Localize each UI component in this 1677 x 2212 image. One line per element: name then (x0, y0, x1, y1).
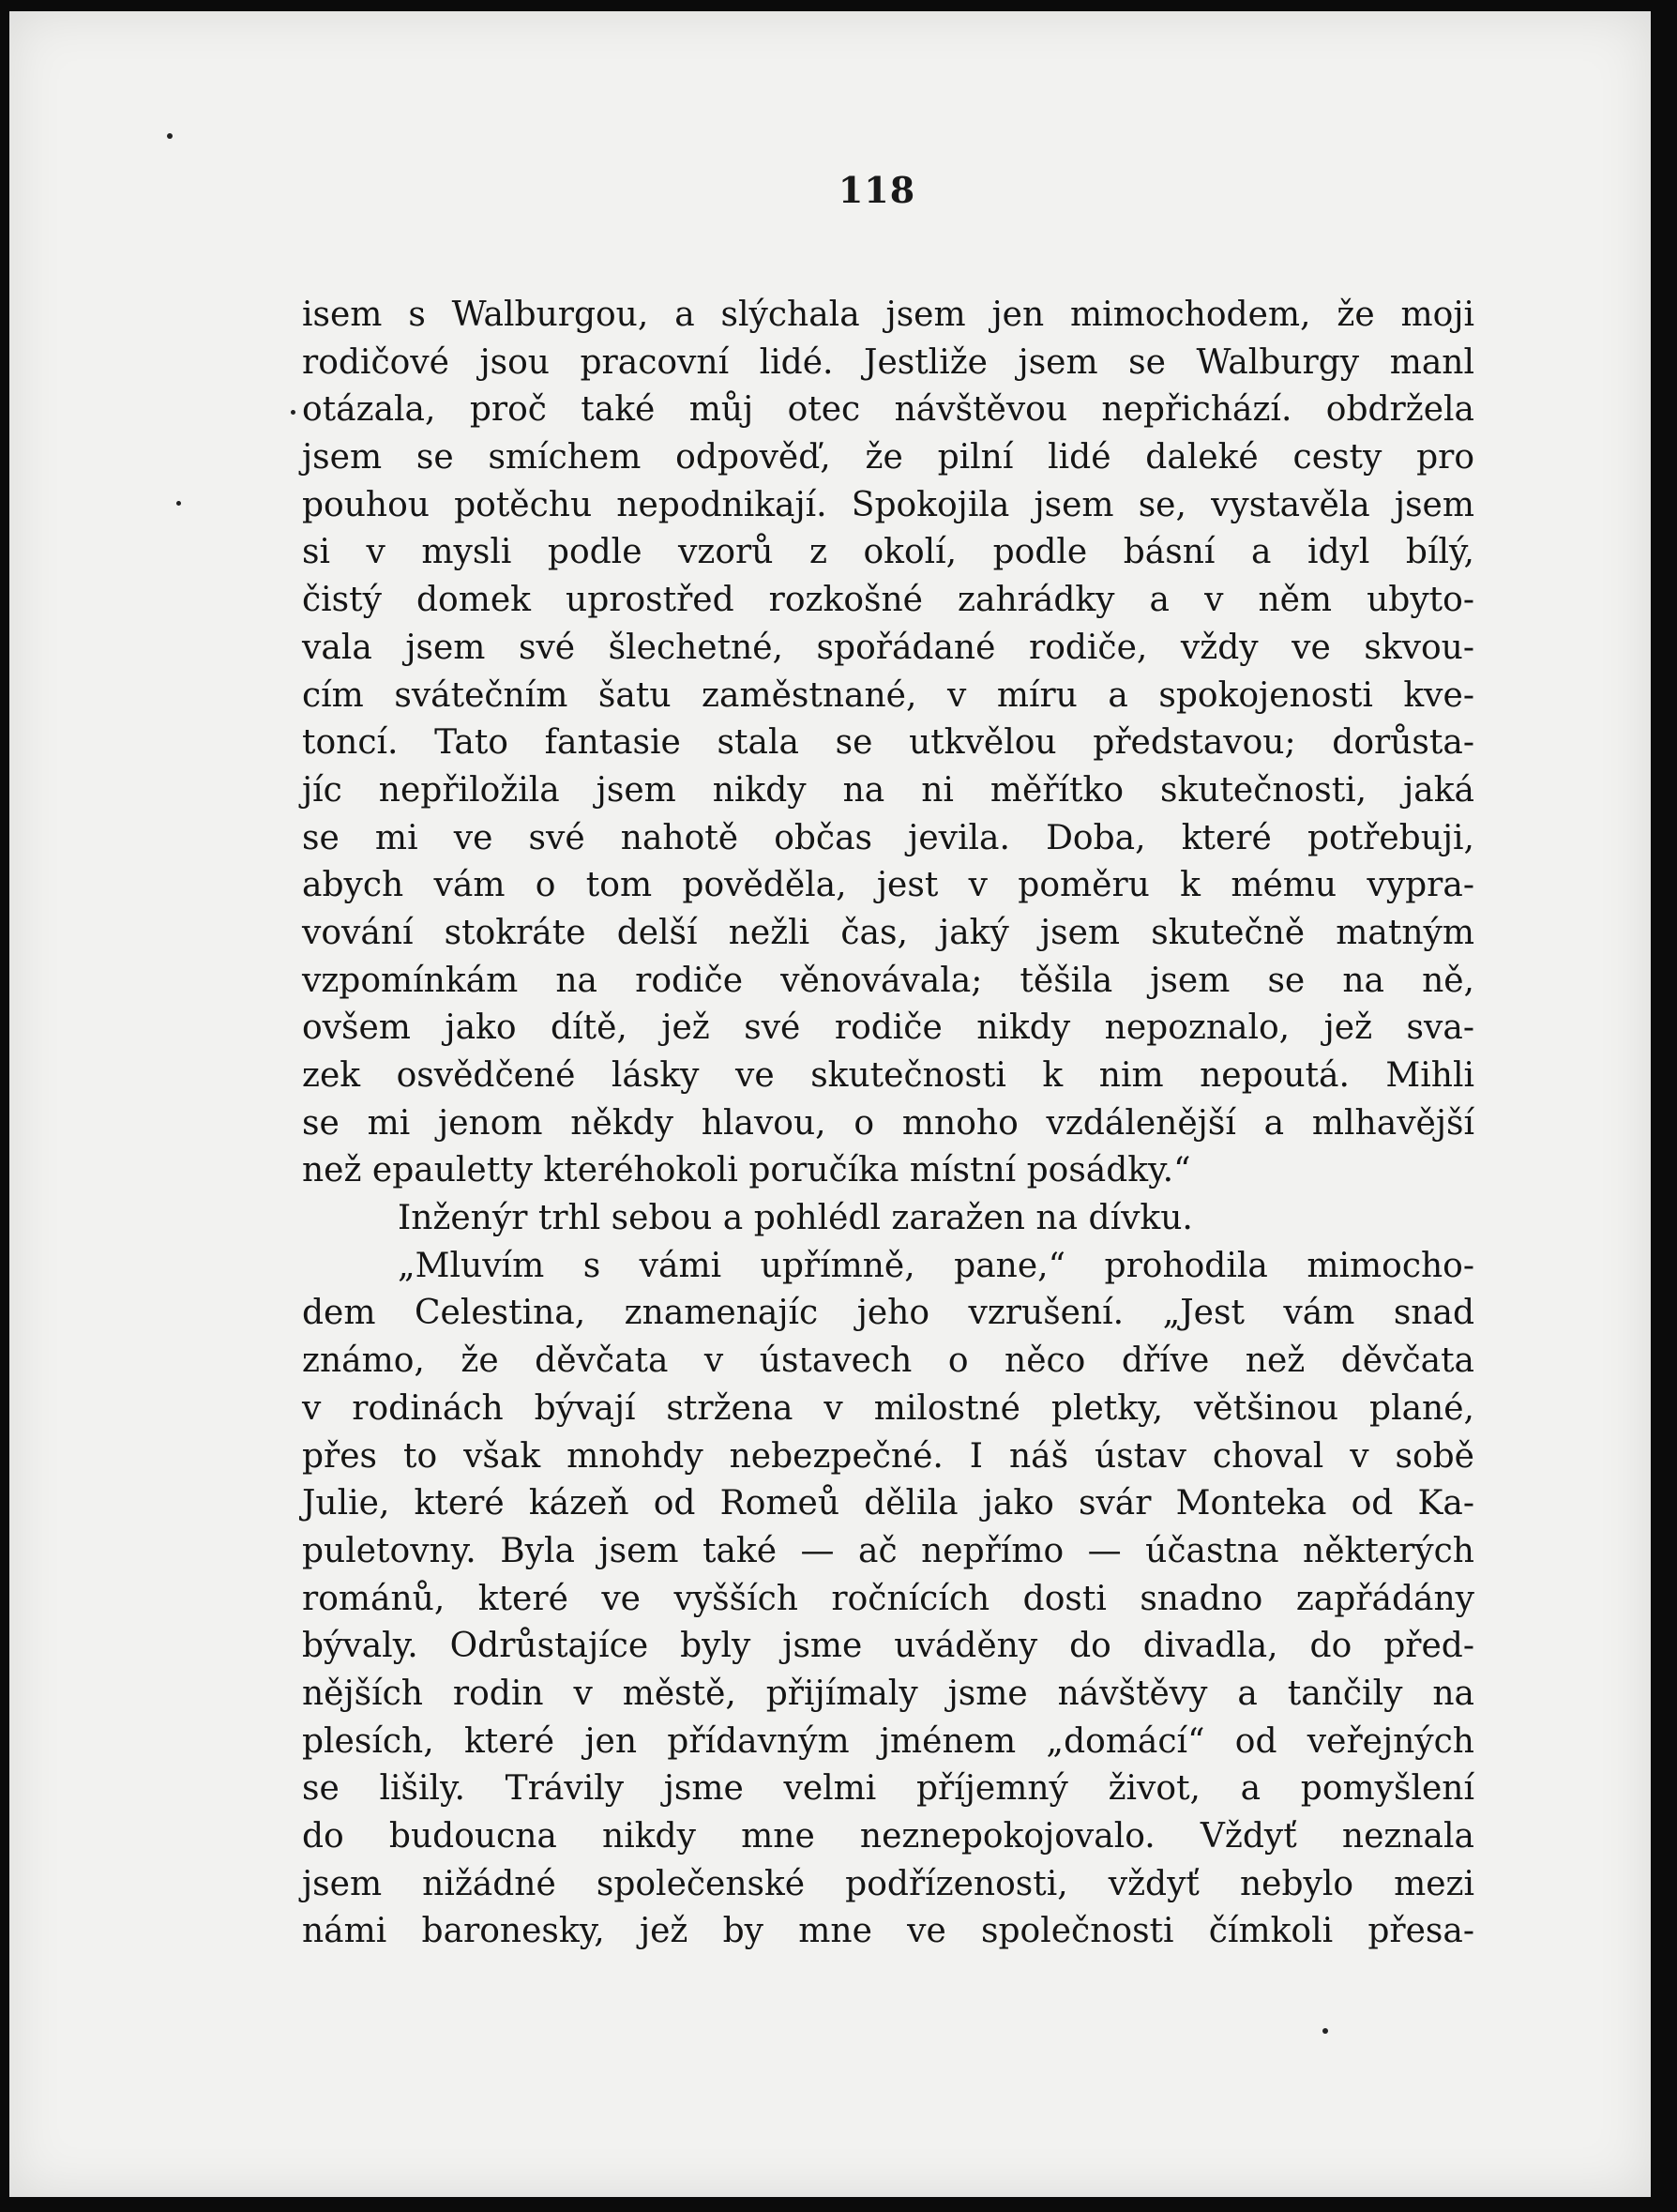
text-line: pouhou potěchu nepodnikají. Spokojila jsem se, vystavěla jsem (302, 485, 1474, 524)
scan-speck (1322, 2028, 1328, 2034)
paragraph-start-line: Inženýr trhl sebou a pohlédl zaražen na dívku. (398, 1199, 1193, 1238)
text-line: v rodinách bývají stržena v milostné pletky, většinou plané, (302, 1388, 1474, 1428)
text-line: vování stokráte delší nežli čas, jaký jsem skutečně matným (302, 913, 1474, 952)
text-line: isem s Walburgou, a slýchala jsem jen mimochodem, že moji (302, 295, 1474, 334)
text-line: cím svátečním šatu zaměstnané, v míru a spokojenosti kve- (302, 675, 1474, 715)
text-line: než epauletty kteréhokoli poručíka místní posádky.“ (302, 1151, 1191, 1190)
text-line: známo, že děvčata v ústavech o něco dříve než děvčata (302, 1341, 1474, 1381)
text-line: vala jsem své šlechetné, spořádané rodiče, vždy ve skvou- (302, 628, 1474, 667)
text-line: jsem nižádné společenské podřízenosti, vždyť nebylo mezi (302, 1864, 1474, 1903)
text-line: abych vám o tom pověděla, jest v poměru k mému vypra- (302, 866, 1474, 905)
text-line: dem Celestina, znamenajíc jeho vzrušení. „Jest vám snad (302, 1294, 1474, 1333)
scan-speck (176, 501, 181, 506)
body-text (302, 292, 1474, 1956)
text-line: Julie, které kázeň od Romeů dělila jako svár Monteka od Ka- (302, 1484, 1474, 1523)
text-line: rodičové jsou pracovní lidé. Jestliže jsem se Walburgy manl (302, 342, 1474, 382)
text-line: nějších rodin v městě, přijímaly jsme návštěvy a tančily na (302, 1674, 1474, 1713)
text-line: námi baronesky, jež by mne ve společnosti čímkoli přesa- (302, 1912, 1474, 1951)
text-line: vzpomínkám na rodiče věnovávala; těšila jsem se na ně, (302, 961, 1474, 1000)
text-line: jsem se smíchem odpověď, že pilní lidé daleké cesty pro (302, 438, 1474, 477)
text-line: do budoucna nikdy mne neznepokojovalo. Vždyť neznala (302, 1817, 1474, 1856)
text-line: si v mysli podle vzorů z okolí, podle básní a idyl bílý, (302, 533, 1474, 572)
page-number: 118 (838, 169, 916, 211)
text-line: se mi jenom někdy hlavou, o mnoho vzdálenější a mlhavější (302, 1103, 1474, 1143)
text-line: čistý domek uprostřed rozkošné zahrádky a v něm ubyto- (302, 581, 1474, 620)
text-line: přes to však mnohdy nebezpečné. I náš ústav choval v sobě (302, 1436, 1474, 1476)
text-line: jíc nepřiložila jsem nikdy na ni měřítko skutečnosti, jaká (302, 770, 1474, 810)
text-line: ovšem jako dítě, jež své rodiče nikdy nepoznalo, jež sva- (302, 1008, 1474, 1048)
text-line: se mi ve své nahotě občas jevila. Doba, které potřebuji, (302, 818, 1474, 857)
text-line: toncí. Tato fantasie stala se utkvělou představou; dorůsta- (302, 723, 1474, 763)
paragraph-start-line: „Mluvím s vámi upřímně, pane,“ prohodila mimocho- (398, 1246, 1474, 1285)
text-line: románů, které ve vyšších ročnících dosti snadno zapřádány (302, 1579, 1474, 1618)
scan-speck (167, 133, 173, 139)
text-line: otázala, proč také můj otec návštěvou nepřichází. obdržela (302, 390, 1474, 430)
text-line: bývaly. Odrůstajíce byly jsme uváděny do divadla, do před- (302, 1627, 1474, 1666)
text-line: puletovny. Byla jsem také — ač nepřímo — účastna některých (302, 1531, 1474, 1570)
scan-speck (291, 410, 295, 415)
text-line: se lišily. Trávily jsme velmi příjemný život, a pomyšlení (302, 1769, 1474, 1809)
text-line: zek osvědčené lásky ve skutečnosti k nim nepoutá. Mihli (302, 1056, 1474, 1095)
book-page (9, 11, 1651, 2197)
text-line: plesích, které jen přídavným jménem „domácí“ od veřejných (302, 1721, 1474, 1761)
